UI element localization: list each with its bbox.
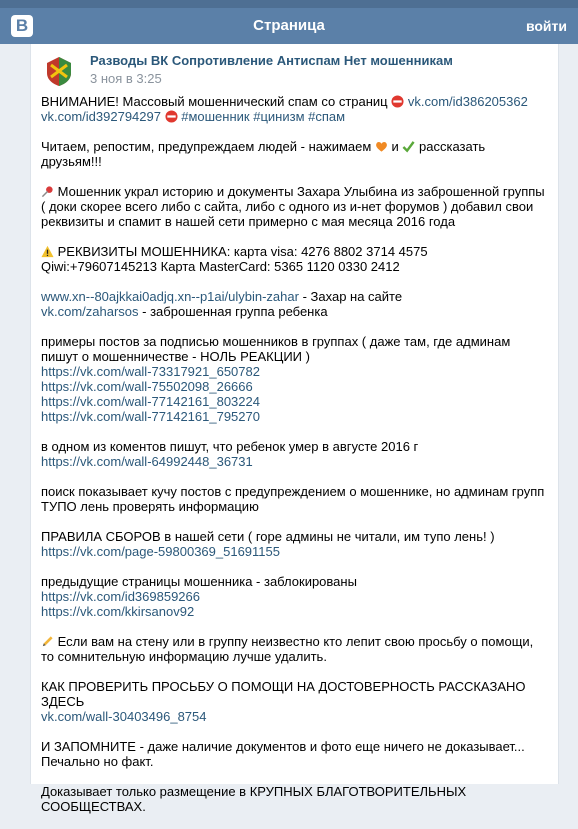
profile-link[interactable]: https://vk.com/id369859266 xyxy=(41,589,200,604)
external-link[interactable]: www.xn--80ajkkai0adjq.xn--p1ai/ulybin-zahar xyxy=(41,289,299,304)
group-avatar[interactable] xyxy=(43,55,75,87)
wall-link[interactable]: vk.com/wall-30403496_8754 xyxy=(41,709,207,724)
post-paragraph-examples: примеры постов за подписью мошенников в группах ( даже там, где админам пишут о мошенничестве - НОЛЬ РЕАКЦИИ ) https://vk.com/wall-73317921_650782 https://vk.com/wall-75502098_26666 https://vk.com/wall-77142161_803224 https://vk.com/wall-77142161_795270 xyxy=(41,334,511,424)
post-card xyxy=(30,44,559,814)
post-date[interactable]: 3 ноя в 3:25 xyxy=(90,71,162,86)
check-mark-icon xyxy=(402,140,415,153)
wall-link[interactable]: https://vk.com/wall-77142161_795270 xyxy=(41,409,260,424)
post-paragraph-warning: ВНИМАНИЕ! Массовый мошеннический спам со страниц vk.com/id386205362 vk.com/id392794297 #мошенник #цинизм #спам xyxy=(41,94,528,124)
post-paragraph-comment: в одном из коментов пишут, что ребенок умер в августе 2016 г https://vk.com/wall-64992448_36731 xyxy=(41,439,419,469)
hashtag-link[interactable]: #цинизм xyxy=(253,109,305,124)
top-navbar xyxy=(0,8,578,44)
wall-link[interactable]: https://vk.com/wall-75502098_26666 xyxy=(41,379,253,394)
post-body xyxy=(41,94,546,829)
post-paragraph-blocked: предыдущие страницы мошенника - заблокированы https://vk.com/id369859266 https://vk.com/kkirsanov92 xyxy=(41,574,357,619)
group-link[interactable]: vk.com/zaharsos xyxy=(41,304,139,319)
post-paragraph-sources: www.xn--80ajkkai0adjq.xn--p1ai/ulybin-zahar - Захар на сайте vk.com/zaharsos - заброшенная группа ребенка xyxy=(41,289,403,319)
vk-logo-icon[interactable]: B xyxy=(11,15,33,37)
post-paragraph-proof: Доказывает только размещение в КРУПНЫХ БЛАГОТВОРИТЕЛЬНЫХ СООБЩЕСТВАХ. xyxy=(41,784,467,814)
heart-icon xyxy=(375,140,388,153)
post-paragraph-story: Мошенник украл историю и документы Захара Улыбина из заброшенной группы ( доки скорее всего либо с сайта, либо с одного из и-нет форумов ) добавил свои реквизиты и спамит в нашей сети примерно с мая месяца 2016 года xyxy=(41,184,545,229)
profile-link[interactable]: vk.com/id386205362 xyxy=(407,94,528,109)
post-paragraph-advice: Если вам на стену или в группу неизвестно кто лепит свою просьбу о помощи, то сомнительную информацию лучше удалить. xyxy=(41,634,534,664)
profile-link[interactable]: https://vk.com/kkirsanov92 xyxy=(41,604,195,619)
post-header xyxy=(41,51,548,91)
pencil-icon xyxy=(41,635,54,648)
wall-link[interactable]: https://vk.com/wall-64992448_36731 xyxy=(41,454,253,469)
post-paragraph-howto: КАК ПРОВЕРИТЬ ПРОСЬБУ О ПОМОЩИ НА ДОСТОВЕРНОСТЬ РАССКАЗАНО ЗДЕСЬ vk.com/wall-30403496_8754 xyxy=(41,679,526,724)
login-button[interactable]: войти xyxy=(525,18,567,34)
no-entry-icon xyxy=(165,110,178,123)
status-bar xyxy=(0,0,578,8)
page-link[interactable]: https://vk.com/page-59800369_51691155 xyxy=(41,544,280,559)
page-title: Страница xyxy=(253,17,325,34)
pushpin-icon xyxy=(41,185,54,198)
wall-link[interactable]: https://vk.com/wall-77142161_803224 xyxy=(41,394,260,409)
post-paragraph-requisites: РЕКВИЗИТЫ МОШЕННИКА: карта visa: 4276 8802 3714 4575 Qiwi:+79607145213 Карта MasterCard: 5365 1120 0330 2412 xyxy=(41,244,428,274)
hashtag-link[interactable]: #мошенник xyxy=(181,109,250,124)
group-name-link[interactable]: Разводы ВК Сопротивление Антиспам Нет мошенникам xyxy=(90,53,453,68)
post-paragraph-remember: И ЗАПОМНИТЕ - даже наличие документов и фото еще ничего не доказывает... Печально но факт. xyxy=(41,739,525,769)
warning-icon xyxy=(41,245,54,258)
hashtag-link[interactable]: #спам xyxy=(308,109,346,124)
wall-link[interactable]: https://vk.com/wall-73317921_650782 xyxy=(41,364,260,379)
post-paragraph-rules: ПРАВИЛА СБОРОВ в нашей сети ( горе админы не читали, им тупо лень! ) https://vk.com/page-59800369_51691155 xyxy=(41,529,495,559)
profile-link[interactable]: vk.com/id392794297 xyxy=(41,109,161,124)
post-paragraph-share: Читаем, репостим, предупреждаем людей - нажимаем и рассказать друзьям!!! xyxy=(41,139,486,169)
post-paragraph-search: поиск показывает кучу постов с предупреждением о мошеннике, но админам групп ТУПО лень проверять информацию xyxy=(41,484,545,514)
no-entry-icon xyxy=(391,95,404,108)
